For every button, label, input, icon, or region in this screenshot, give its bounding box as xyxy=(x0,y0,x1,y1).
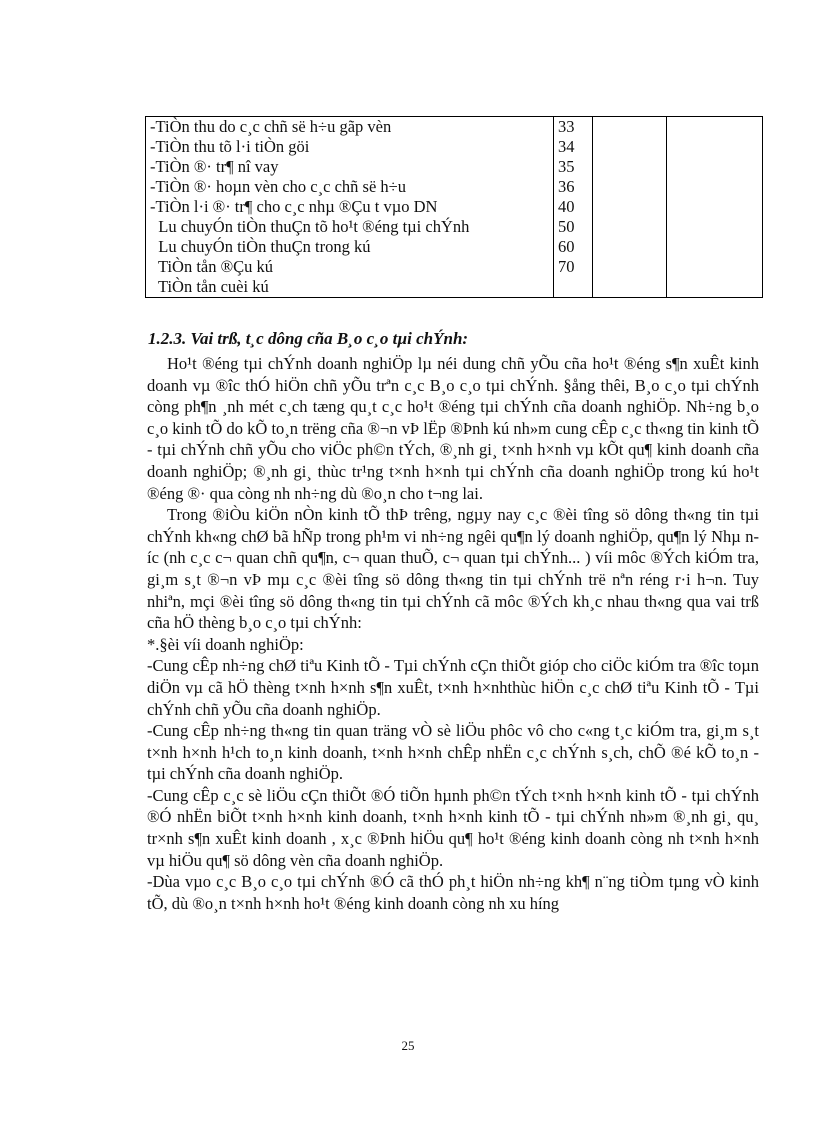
row-label: -TiÒn thu do c¸c chñ së h÷u gãp vèn xyxy=(146,117,554,138)
row-label: -TiÒn l·i ®· tr¶ cho c¸c nhµ ®Çu t vµo DN xyxy=(146,197,554,217)
row-label: -TiÒn thu tõ l·i tiÒn göi xyxy=(146,137,554,157)
table-row xyxy=(146,277,763,298)
row-label: TiÒn tån cuèi kú xyxy=(146,277,554,298)
row-code: 33 xyxy=(554,117,593,138)
table-row xyxy=(146,237,763,257)
row-label: Lu chuyÓn tiÒn thuÇn tõ ho¹t ®éng tµi chÝnh xyxy=(146,217,554,237)
empty-cell xyxy=(593,257,667,277)
empty-cell xyxy=(593,217,667,237)
row-code: 60 xyxy=(554,237,593,257)
section-heading: 1.2.3. Vai trß, t¸c dông cña B¸o c¸o tµi chÝnh: xyxy=(148,329,469,348)
empty-cell xyxy=(667,277,763,298)
bullet-item: -Cung cÊp nh÷ng chØ tiªu Kinh tÕ - Tµi chÝnh cÇn thiÕt gióp cho ciÖc kiÓm tra ®îc toµn diÖn vµ cã hÖ thèng t×nh h×nh s¶n xuÊt, t×nh h×nhthùc hiÖn c¸c chØ tiªu Kinh tÕ - Tµi chÝnh chñ yÕu cña doanh nghiÖp. xyxy=(147,656,759,719)
bullet-item: -Cung cÊp nh÷ng th«ng tin quan träng vÒ sè liÖu phôc vô cho c«ng t¸c kiÓm tra, gi¸m s¸t t×nh h×nh h¹ch to¸n kinh doanh, t×nh h×nh chÊp nhËn c¸c chÝnh s¸ch, chÕ ®é kÕ to¸n - tµi chÝnh cña doanh nghiÖp. xyxy=(147,721,759,784)
empty-cell xyxy=(667,237,763,257)
row-code: 70 xyxy=(554,257,593,277)
empty-cell xyxy=(593,237,667,257)
empty-cell xyxy=(593,157,667,177)
empty-cell xyxy=(667,257,763,277)
subheading: *.§èi víi doanh nghiÖp: xyxy=(147,634,304,654)
table-row xyxy=(146,217,763,237)
page-number: 25 xyxy=(401,1038,415,1053)
row-code: 34 xyxy=(554,137,593,157)
table-row xyxy=(146,117,763,138)
empty-cell xyxy=(667,137,763,157)
bullet-item: -Dùa vµo c¸c B¸o c¸o tµi chÝnh ®Ó cã thÓ ph¸t hiÖn nh÷ng kh¶ n¨ng tiÒm tµng vÒ kinh tÕ, dù ®o¸n t×nh h×nh ho¹t ®éng kinh doanh còng nh xu híng xyxy=(147,872,759,913)
row-label: -TiÒn ®· hoµn vèn cho c¸c chñ së h÷u xyxy=(146,177,554,197)
row-label: Lu chuyÓn tiÒn thuÇn trong kú xyxy=(146,237,554,257)
paragraph: Trong ®iÒu kiÖn nÒn kinh tÕ thÞ trêng, ngµy nay c¸c ®èi tîng sö dông th«ng tin tµi chÝnh kh«ng chØ bã hÑp trong ph¹m vi nh÷ng ngêi qu¶n lý doanh nghiÖp, qu¶n lý Nhµ níc (nh c¸c c¬ quan chñ qu¶n, c¬ quan thuÕ, c¬ quan tµi chÝnh... ) víi môc ®Ých kiÓm tra, gi¸m s¸t ®¬n vÞ mµ c¸c ®èi tîng sö dông th«ng tin tµi chÝnh trë nªn réng r·i h¬n. Tuy nhiªn, mçi ®èi tîng sö dông th«ng tin tµi chÝnh cã môc ®Ých kh¸c nhau th«ng qua vai trß cña hÖ thèng b¸o c¸o tµi chÝnh: xyxy=(147,505,759,633)
table-row xyxy=(146,177,763,197)
empty-cell xyxy=(667,177,763,197)
empty-cell xyxy=(593,137,667,157)
empty-cell xyxy=(593,197,667,217)
empty-cell xyxy=(667,157,763,177)
cash-flow-table xyxy=(145,116,763,298)
empty-cell xyxy=(667,217,763,237)
table-row xyxy=(146,197,763,217)
table-row xyxy=(146,257,763,277)
row-code xyxy=(554,277,593,298)
empty-cell xyxy=(593,277,667,298)
table-row xyxy=(146,157,763,177)
section-body xyxy=(147,353,759,914)
bullet-item: -Cung cÊp c¸c sè liÖu cÇn thiÕt ®Ó tiÕn hµnh ph©n tÝch t×nh h×nh kinh tÕ - tµi chÝnh ®Ó nhËn biÕt t×nh h×nh kinh doanh, t×nh h×nh kinh tÕ - tµi chÝnh nh»m ®¸nh gi¸ qu¸ tr×nh s¶n xuÊt kinh doanh , x¸c ®Þnh hiÖu qu¶ ho¹t ®éng kinh doanh còng nh t×nh h×nh vµ hiÖu qu¶ sö dông vèn cña doanh nghiÖp. xyxy=(147,785,759,870)
row-label: TiÒn tån ®Çu kú xyxy=(146,257,554,277)
empty-cell xyxy=(593,117,667,138)
row-label: -TiÒn ®· tr¶ nî vay xyxy=(146,157,554,177)
paragraph: Ho¹t ®éng tµi chÝnh doanh nghiÖp lµ néi dung chñ yÕu cña ho¹t ®éng s¶n xuÊt kinh doanh vµ ®îc thÓ hiÖn chñ yÕu trªn c¸c B¸o c¸o tµi chÝnh. §ång thêi, B¸o c¸o tµi chÝnh còng ph¶n ¸nh mét c¸ch tæng qu¸t c¸c ho¹t ®éng tµi chÝnh cña doanh nghiÖp. Nh÷ng b¸o c¸o kinh tÕ do kÕ to¸n trëng cña ®¬n vÞ lËp ®Þnh kú nh»m cung cÊp c¸c th«ng tin kinh tÕ - tµi chÝnh chñ yÕu cho viÖc ph©n tÝch, ®¸nh gi¸ t×nh h×nh vµ kÕt qu¶ kinh doanh cña doanh nghiÖp; ®¸nh gi¸ thùc tr¹ng t×nh h×nh tµi chÝnh cña doanh nghiÖp trong kú ho¹t ®éng ®· qua còng nh nh÷ng dù ®o¸n cho t¬ng lai. xyxy=(147,354,759,503)
empty-cell xyxy=(593,177,667,197)
empty-cell xyxy=(667,117,763,138)
table-row xyxy=(146,137,763,157)
row-code: 40 xyxy=(554,197,593,217)
empty-cell xyxy=(667,197,763,217)
row-code: 35 xyxy=(554,157,593,177)
row-code: 36 xyxy=(554,177,593,197)
row-code: 50 xyxy=(554,217,593,237)
